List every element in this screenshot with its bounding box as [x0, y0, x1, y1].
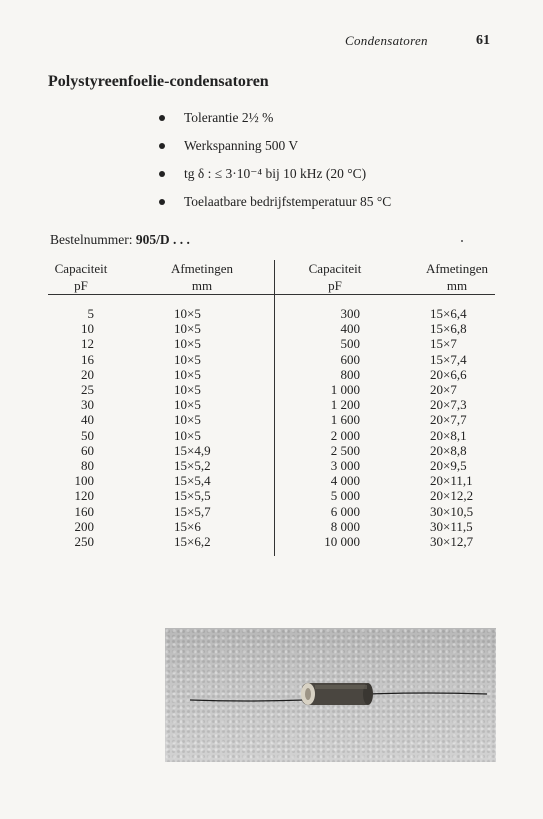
capacity-value: 60: [81, 442, 94, 458]
dimensions-value: 15×4,9: [174, 442, 211, 458]
dimensions-value: 15×7,4: [430, 351, 467, 367]
capacitor-photo: [165, 628, 496, 762]
header-capacity-unit: pF: [74, 278, 88, 293]
dimensions-value: 20×8,8: [430, 442, 467, 458]
running-header-section: Condensatoren: [345, 33, 428, 48]
dimensions-value: 10×5: [174, 397, 201, 413]
dimensions-value: 15×5,5: [174, 488, 211, 504]
capacity-value: 5: [87, 306, 94, 321]
capacity-value: 30: [81, 397, 94, 413]
capacity-value: 3 000: [330, 458, 360, 474]
dimensions-value: 15×6: [174, 518, 201, 534]
bullet-icon: [159, 199, 165, 205]
dimensions-value: 30×11,5: [430, 518, 473, 534]
capacity-value: 300: [340, 306, 360, 321]
capacity-value: 80: [81, 458, 94, 474]
dimensions-value: 10×5: [174, 366, 201, 382]
dimensions-value: 20×9,5: [430, 458, 467, 474]
dimensions-value: 10×5: [174, 351, 201, 367]
dimensions-value: 15×6,8: [430, 321, 467, 337]
order-number: [50, 232, 190, 248]
capacity-value: 12: [81, 336, 94, 352]
dimensions-value: 30×10,5: [430, 503, 474, 519]
capacity-column-left: [62, 306, 94, 549]
dimensions-value: 15×7: [430, 336, 457, 352]
capacity-value: 800: [340, 366, 360, 382]
capacity-value: 2 000: [330, 427, 360, 443]
capacity-value: 1 600: [330, 412, 360, 428]
capacity-value: 500: [340, 336, 360, 352]
capacity-value: 6 000: [330, 503, 360, 519]
header-capacity-right: [300, 260, 370, 294]
dimensions-value: 10×5: [174, 382, 201, 398]
capacity-value: 250: [74, 534, 94, 550]
dimensions-value: 20×7,7: [430, 412, 467, 428]
capacity-value: 16: [81, 351, 94, 367]
spec-text: Tolerantie 2½ %: [184, 110, 274, 125]
capacity-value: 1 200: [330, 397, 360, 413]
capacity-value: 5 000: [330, 488, 360, 504]
dimensions-value: 30×12,7: [430, 534, 474, 550]
spec-text: tg δ : ≤ 3·10⁻⁴ bij 10 kHz (20 °C): [184, 166, 367, 181]
order-number-label: Bestelnummer:: [50, 232, 133, 247]
spec-text: Werkspanning 500 V: [184, 138, 299, 153]
capacity-value: 20: [81, 366, 94, 382]
dimensions-value: 20×6,6: [430, 366, 467, 382]
capacity-value: 4 000: [330, 473, 360, 489]
capacitor-illustration: [165, 628, 496, 762]
capacity-value: 200: [74, 518, 94, 534]
header-dimensions-label: Afmetingen: [425, 261, 489, 276]
dimensions-column-left: [174, 306, 211, 549]
dimensions-value: 10×5: [174, 321, 201, 337]
capacity-value: 160: [74, 503, 94, 519]
capacity-value: 400: [340, 321, 360, 337]
header-capacity-label: Capaciteit: [308, 261, 362, 276]
dimensions-value: 20×12,2: [430, 488, 474, 504]
dimensions-value: 15×5,4: [174, 473, 211, 489]
speck: [461, 240, 463, 242]
capacity-value: 1 000: [330, 382, 360, 398]
capacity-value: 100: [74, 473, 94, 489]
table-column-divider: [274, 260, 275, 556]
dimensions-value: 10×5: [174, 306, 201, 321]
spec-text: Toelaatbare bedrijfstemperatuur 85 °C: [184, 194, 392, 209]
spec-item: [159, 160, 391, 188]
dimensions-value: 15×5,7: [174, 503, 211, 519]
capacity-value: 25: [81, 382, 94, 398]
capacity-value: 600: [340, 351, 360, 367]
table-header-rule: [48, 294, 495, 295]
dimensions-value: 15×6,4: [430, 306, 467, 321]
spec-item: [159, 132, 391, 160]
capacity-value: 120: [74, 488, 94, 504]
bullet-icon: [159, 171, 165, 177]
header-dimensions-right: [417, 260, 497, 294]
dimensions-value: 20×7,3: [430, 397, 467, 413]
header-dimensions-left: [162, 260, 242, 294]
bullet-icon: [159, 115, 165, 121]
header-dimensions-unit: mm: [191, 278, 213, 293]
dimensions-value: 15×5,2: [174, 458, 211, 474]
header-capacity-label: Capaciteit: [54, 261, 108, 276]
bullet-icon: [159, 143, 165, 149]
capacity-column-right: [310, 306, 360, 549]
dimensions-column-right: [430, 306, 473, 549]
header-dimensions-label: Afmetingen: [170, 261, 234, 276]
dimensions-value: 20×8,1: [430, 427, 467, 443]
dimensions-value: 20×11,1: [430, 473, 473, 489]
header-capacity-left: [48, 260, 114, 294]
capacity-value: 10: [81, 321, 94, 337]
dimensions-value: 10×5: [174, 427, 201, 443]
capacity-value: 8 000: [330, 518, 360, 534]
dimensions-value: 10×5: [174, 412, 201, 428]
capacity-value: 50: [81, 427, 94, 443]
section-title: Polystyreenfoelie-condensatoren: [48, 73, 269, 90]
spec-list: [159, 104, 391, 216]
dimensions-value: 10×5: [174, 336, 201, 352]
header-dimensions-unit: mm: [446, 278, 468, 293]
spec-item: [159, 188, 391, 216]
page-number: 61: [476, 33, 490, 48]
capacity-value: 2 500: [330, 442, 360, 458]
order-number-value: 905/D . . .: [135, 232, 190, 247]
dimensions-value: 15×6,2: [174, 534, 211, 550]
capacity-value: 40: [81, 412, 94, 428]
capacity-value: 10 000: [324, 534, 360, 550]
spec-item: [159, 104, 391, 132]
dimensions-value: 20×7: [430, 382, 457, 398]
header-capacity-unit: pF: [328, 278, 342, 293]
